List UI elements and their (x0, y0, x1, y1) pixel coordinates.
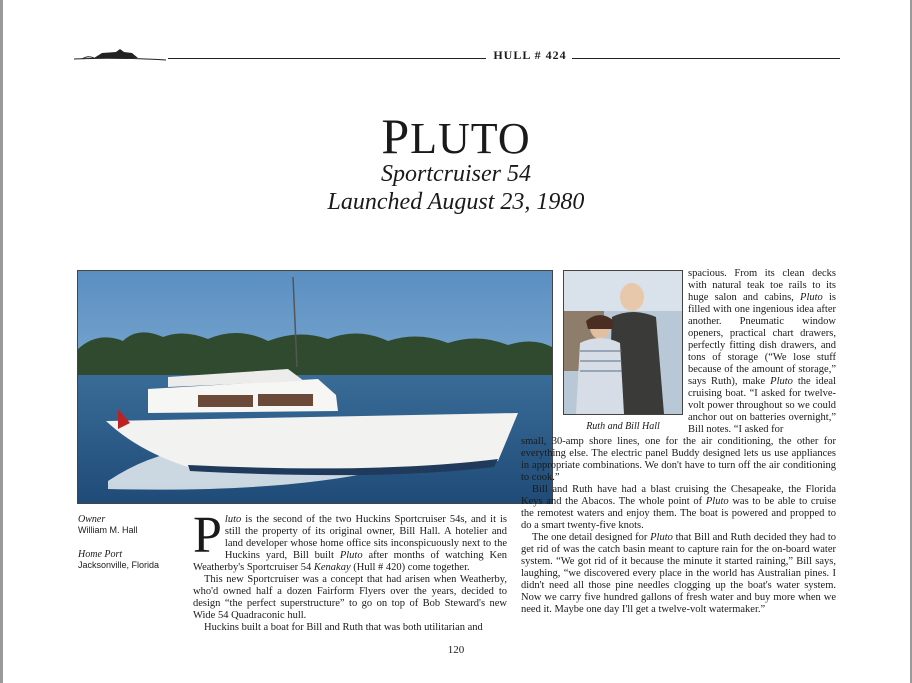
subtitle-launch-date: Launched August 23, 1980 (327, 189, 585, 215)
body-column-2-top (688, 268, 836, 436)
paragraph-5: The one detail designed for Pluto that Bill and Ruth decided they had to get rid of was the catch basin meant to capture rain for the on-board water system. “We got rid of it because the minute it started raining,” Bill says, laughing, “we discovered every place in the world has Australian pines. I didn't need all those pine needles clogging up the boat's water system. Now we carry five hundred gallons of fresh water and buy more when we need it. Maybe one day I'll get a twelve-volt watermaker.” (521, 532, 837, 615)
owners-portrait-photo (563, 270, 683, 415)
home-port-value: Jacksonville, Florida (78, 560, 160, 570)
subtitle-model: Sportcruiser 54 (381, 161, 531, 187)
boat-details (78, 514, 188, 570)
title-initial: P (381, 108, 411, 164)
page-number: 120 (447, 644, 465, 656)
boat-logo-icon (72, 44, 168, 64)
paragraph-1: Pluto is the second of the two Huckins Sportcruiser 54s, and it is still the property of its original owner, Bill Hall. A hotelier and land developer whose home office sits inconspicuously next to the Huckins yard, Bill built Pluto after months of watching Ken Weatherby's Sportcruiser 54 Kenakay (Hull # 420) come together. (193, 507, 507, 573)
drop-cap: P (193, 507, 222, 564)
boat-photo (77, 270, 553, 504)
title-rest: LUTO (410, 114, 531, 163)
home-port-label: Home Port (78, 549, 123, 560)
header-rule-left (168, 58, 486, 59)
running-header (72, 44, 840, 74)
owner-value: William M. Hall (78, 525, 138, 535)
hull-number: HULL # 424 (493, 48, 567, 62)
page-title (0, 110, 912, 165)
owner-label: Owner (78, 514, 106, 525)
paragraph-2: This new Sportcruiser was a concept that had arisen when Weatherby, who'd owned half a dozen Fairform Flyers over the years, decided to design “the perfect superstructure” to go on top of Bob Steward's new Wide 54 Quadraconic hull. (193, 574, 507, 621)
paragraph-3-continued: spacious. From its clean decks with natural teak toe rails to its huge salon and cabins, Pluto is filled with one ingenious idea after another. Pneumatic window openers, practical chart drawers, perfectly fitting dish drawers, and tons of storage (“We lose stuff because of the amount of storage,” says Ruth), make Pluto the ideal cruising boat. “I asked for twelve-volt power throughout so we could anchor out on batteries overnight,” Bill notes. “I asked for (688, 268, 836, 435)
body-column-2-bottom (521, 436, 836, 616)
paragraph-3-start: Huckins built a boat for Bill and Ruth that was both utilitarian and (204, 622, 483, 633)
page-frame-left (0, 0, 3, 683)
portrait-caption: Ruth and Bill Hall (586, 421, 660, 432)
paragraph-3-end: small, 30-amp shore lines, one for the air conditioning, the other for everything else. The electric panel Buddy designed lets us use appliances in appropriate combinations. We don't have to turn off the air conditioning to cook.” (521, 436, 836, 483)
header-rule-right (572, 58, 840, 59)
body-column-1 (193, 507, 507, 634)
paragraph-4: Bill and Ruth have had a blast cruising the Chesapeake, the Florida Keys and the Abacos. The whole point of Pluto was to be able to cruise the remotest waters and enjoy them. The boat is powered and propped to do a smart twenty-five knots. (521, 484, 836, 531)
